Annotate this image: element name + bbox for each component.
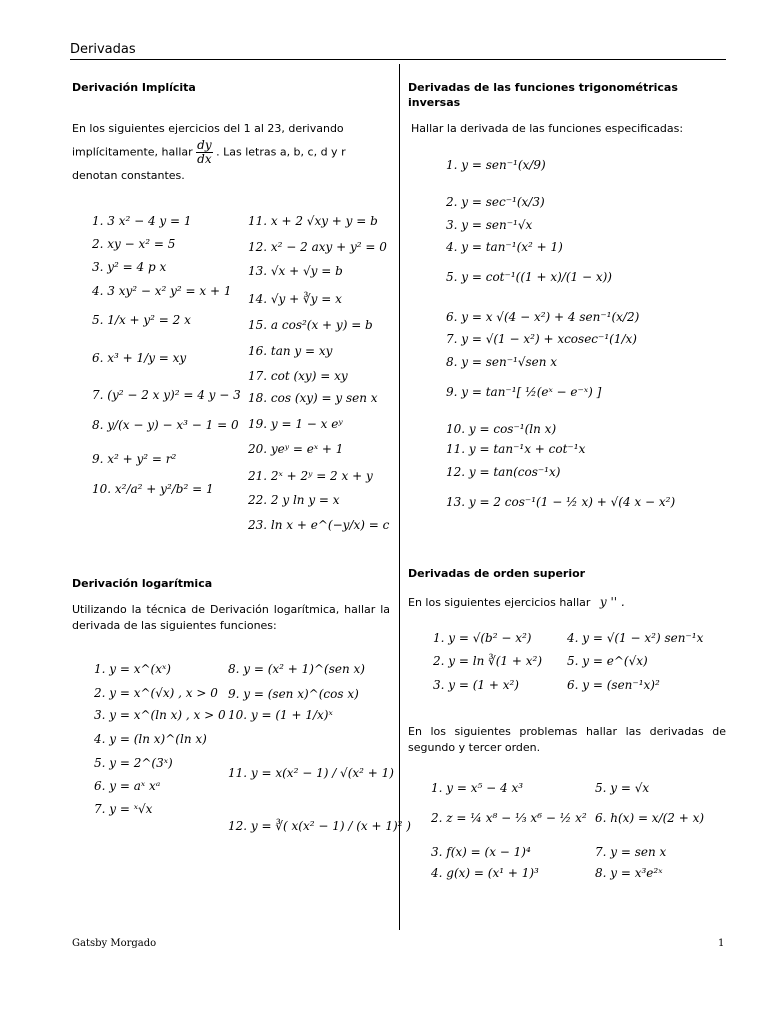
equation-item: 3. y² = 4 p x <box>92 260 167 274</box>
equation-item: 12. y = tan(cos⁻¹x) <box>446 465 561 479</box>
equation-item: 7. y = ˣ√x <box>94 802 153 816</box>
equation-item: 10. x²/a² + y²/b² = 1 <box>92 482 214 496</box>
footer-page-number: 1 <box>718 938 725 949</box>
implicit-intro-line1: En los siguientes ejercicios del 1 al 23, derivando <box>72 122 344 135</box>
equation-item: 9. y = (sen x)^(cos x) <box>228 687 359 701</box>
equation-item: 2. xy − x² = 5 <box>92 237 176 251</box>
equation-item: 5. y = cot⁻¹((1 + x)/(1 − x)) <box>446 270 612 284</box>
equation-item: 6. h(x) = x/(2 + x) <box>595 811 705 825</box>
equation-item: 5. y = 2^(3ˣ) <box>94 756 173 770</box>
equation-item: 13. y = 2 cos⁻¹(1 − ½ x) + √(4 x − x²) <box>446 495 676 509</box>
equation-item: 3. y = (1 + x²) <box>433 678 519 692</box>
log-intro: Utilizando la técnica de Derivación logarítmica, hallar la derivada de las siguientes funciones: <box>72 603 390 632</box>
equation-item: 2. y = sec⁻¹(x/3) <box>446 195 545 209</box>
equation-item: 21. 2ˣ + 2ʸ = 2 x + y <box>248 469 373 483</box>
y-double-prime: y '' . <box>599 595 625 609</box>
equation-item: 8. y = (x² + 1)^(sen x) <box>228 662 365 676</box>
column-divider <box>399 64 400 930</box>
equation-item: 16. tan y = xy <box>248 344 333 358</box>
equation-item: 1. y = sen⁻¹(x/9) <box>446 158 546 172</box>
equation-item: 5. 1/x + y² = 2 x <box>92 313 191 327</box>
equation-item: 13. √x + √y = b <box>248 264 343 278</box>
equation-item: 6. y = x √(4 − x²) + 4 sen⁻¹(x/2) <box>446 310 640 324</box>
equation-item: 7. (y² − 2 x y)² = 4 y − 3 <box>92 388 241 402</box>
header-title: Derivadas <box>70 42 136 57</box>
equation-item: 8. y/(x − y) − x³ − 1 = 0 <box>92 418 239 432</box>
equation-item: 12. x² − 2 axy + y² = 0 <box>248 240 387 254</box>
equation-item: 4. y = √(1 − x²) sen⁻¹x <box>567 631 704 645</box>
equation-item: 4. 3 xy² − x² y² = x + 1 <box>92 284 232 298</box>
section-title-trig: Derivadas de las funciones trigonométricas inversas <box>408 81 678 109</box>
equation-item: 18. cos (xy) = y sen x <box>248 391 378 405</box>
equation-item: 8. y = x³e²ˣ <box>595 866 663 880</box>
frac-den: dx <box>197 152 212 166</box>
equation-item: 10. y = cos⁻¹(ln x) <box>446 422 557 436</box>
frac-num: dy <box>197 138 212 152</box>
higher-intro-text: En los siguientes ejercicios hallar <box>408 596 591 609</box>
implicit-intro-line3: denotan constantes. <box>72 169 185 182</box>
section-title-log: Derivación logarítmica <box>72 577 213 590</box>
equation-item: 7. y = sen x <box>595 845 667 859</box>
equation-item: 1. y = x^(xˣ) <box>94 662 171 676</box>
equation-item: 19. y = 1 − x eʸ <box>248 417 343 431</box>
equation-item: 23. ln x + e^(−y/x) = c <box>248 518 390 532</box>
equation-item: 6. y = (sen⁻¹x)² <box>567 678 660 692</box>
equation-item: 11. y = tan⁻¹x + cot⁻¹x <box>446 442 586 456</box>
equation-item: 1. y = √(b² − x²) <box>433 631 532 645</box>
implicit-intro-line2 <box>72 139 390 166</box>
implicit-intro-constants: . Las letras a, b, c, d y r <box>216 145 346 159</box>
equation-item: 1. y = x⁵ − 4 x³ <box>431 781 524 795</box>
higher-intro2: En los siguientes problemas hallar las derivadas de segundo y tercer orden. <box>408 725 726 754</box>
higher-intro <box>408 594 726 611</box>
equation-item: 1. 3 x² − 4 y = 1 <box>92 214 192 228</box>
equation-item: 2. z = ¼ x⁸ − ⅓ x⁶ − ½ x² <box>431 811 587 825</box>
equation-item: 3. y = x^(ln x) , x > 0 <box>94 708 226 722</box>
equation-item: 2. y = x^(√x) , x > 0 <box>94 686 218 700</box>
equation-item: 5. y = √x <box>595 781 650 795</box>
section-title-higher: Derivadas de orden superior <box>408 567 586 580</box>
equation-item: 11. x + 2 √xy + y = b <box>248 214 378 228</box>
section-title-implicit: Derivación Implícita <box>72 81 196 94</box>
equation-item: 15. a cos²(x + y) = b <box>248 318 373 332</box>
equation-item: 9. y = tan⁻¹[ ½(eˣ − e⁻ˣ) ] <box>446 385 602 399</box>
implicit-intro <box>72 121 390 184</box>
equation-item: 7. y = √(1 − x²) + xcosec⁻¹(1/x) <box>446 332 637 346</box>
dy-dx-fraction <box>196 139 212 166</box>
equation-item: 11. y = x(x² − 1) / √(x² + 1) <box>228 766 394 780</box>
equation-item: 10. y = (1 + 1/x)ˣ <box>228 708 333 722</box>
equation-item: 4. y = tan⁻¹(x² + 1) <box>446 240 563 254</box>
equation-item: 6. x³ + 1/y = xy <box>92 351 187 365</box>
equation-item: 5. y = e^(√x) <box>567 654 648 668</box>
equation-item: 12. y = ∛( x(x² − 1) / (x + 1)² ) <box>228 819 411 833</box>
equation-item: 8. y = sen⁻¹√sen x <box>446 355 558 369</box>
equation-item: 4. y = (ln x)^(ln x) <box>94 732 207 746</box>
trig-intro: Hallar la derivada de las funciones especificadas: <box>411 122 684 135</box>
equation-item: 20. yeʸ = eˣ + 1 <box>248 442 344 456</box>
equation-item: 22. 2 y ln y = x <box>248 493 340 507</box>
equation-item: 3. f(x) = (x − 1)⁴ <box>431 845 531 859</box>
footer-author: Gatsby Morgado <box>72 938 157 949</box>
equation-item: 4. g(x) = (x¹ + 1)³ <box>431 866 539 880</box>
equation-item: 2. y = ln ∛(1 + x²) <box>433 654 543 668</box>
equation-item: 3. y = sen⁻¹√x <box>446 218 533 232</box>
equation-item: 9. x² + y² = r² <box>92 452 177 466</box>
implicit-intro-text: implícitamente, hallar <box>72 145 193 159</box>
equation-item: 17. cot (xy) = xy <box>248 369 348 383</box>
page-header <box>70 42 726 60</box>
equation-item: 14. √y + ∛y = x <box>248 292 342 306</box>
equation-item: 6. y = aˣ xᵃ <box>94 779 161 793</box>
